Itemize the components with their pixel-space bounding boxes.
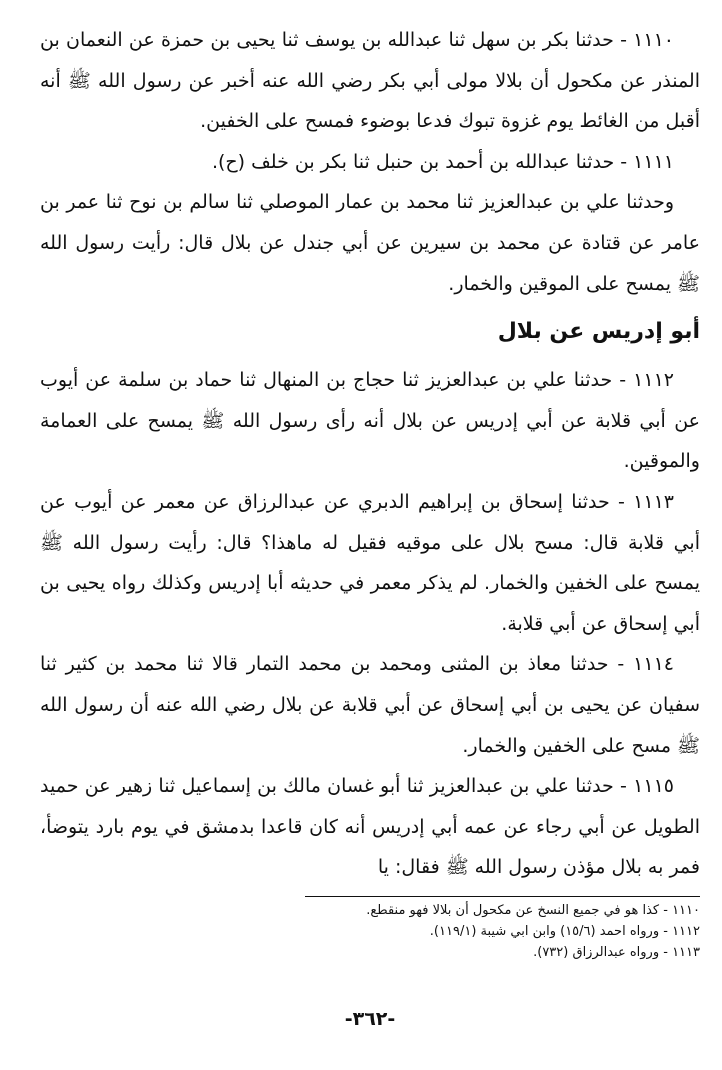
footnote: ١١١٠ - كذا هو في جميع النسخ عن مكحول أن بلالا فهو منقطع. bbox=[366, 903, 700, 918]
hadith-paragraph: ١١١٠ - حدثنا بكر بن سهل ثنا عبدالله بن يوسف ثنا يحيى بن حمزة عن النعمان بن المنذر عن مكحول أن بلالا مولى أبي بكر رضي الله عنه أخبر عن رسول الله ﷺ أنه أقبل من الغائط يوم غزوة تبوك فدعا بوضوء فمسح على الخفين. bbox=[40, 29, 700, 133]
hadith-paragraph: ١١١٤ - حدثنا معاذ بن المثنى ومحمد بن محمد التمار قالا ثنا محمد بن كثير ثنا سفيان عن يحيى بن أبي إسحاق عن أبي قلابة عن بلال رضي الله عنه أن رسول الله ﷺ مسح على الخفين والخمار. bbox=[40, 653, 700, 757]
hadith-paragraph: ١١١١ - حدثنا عبدالله بن أحمد بن حنبل ثنا بكر بن خلف (ح). bbox=[211, 150, 674, 173]
hadith-paragraph: ١١١٢ - حدثنا علي بن عبدالعزيز ثنا حجاج بن المنهال ثنا حماد بن سلمة عن أيوب عن أبي قلابة عن أبي إدريس عن بلال أنه رأى رسول الله ﷺ يمسح على العمامة والموقين. bbox=[40, 369, 700, 473]
footnote: ١١١٢ - ورواه احمد (١٥/٦) وابن ابي شيبة (١١٩/١). bbox=[429, 924, 700, 939]
hadith-paragraph: وحدثنا علي بن عبدالعزيز ثنا محمد بن عمار الموصلي ثنا سالم بن نوح ثنا عمر بن عامر عن قتادة عن محمد بن سيرين عن أبي جندل عن بلال قال: رأيت رسول الله ﷺ يمسح على الموقين والخمار. bbox=[40, 191, 700, 295]
hadith-paragraph: ١١١٣ - حدثنا إسحاق بن إبراهيم الدبري عن عبدالرزاق عن معمر عن أيوب عن أبي قلابة قال: مسح بلال على موقيه فقيل له ماهذا؟ قال: رأيت رسول الله ﷺ يمسح على الخفين والخمار. لم يذكر معمر في حديثه أبا إدريس وكذلك رواه يحيى بن أبي إسحاق عن أبي قلابة. bbox=[40, 490, 700, 635]
main-text bbox=[40, 20, 700, 888]
page-number: -٣٦٢- bbox=[344, 1008, 396, 1030]
hadith-paragraph: ١١١٥ - حدثنا علي بن عبدالعزيز ثنا أبو غسان مالك بن إسماعيل ثنا زهير عن حميد الطويل عن أبي رجاء عن عمه أبي إدريس أنه كان قاعدا بدمشق في يوم بارد يتوضأ، فمر به بلال مؤذن رسول الله ﷺ فقال: يا bbox=[40, 775, 700, 879]
book-page bbox=[40, 20, 700, 1050]
footnote-divider bbox=[305, 896, 700, 897]
section-heading: أبو إدريس عن بلال bbox=[497, 319, 700, 345]
footnotes bbox=[40, 900, 700, 963]
footnote: ١١١٣ - ورواه عبدالرزاق (٧٣٢). bbox=[533, 945, 700, 960]
